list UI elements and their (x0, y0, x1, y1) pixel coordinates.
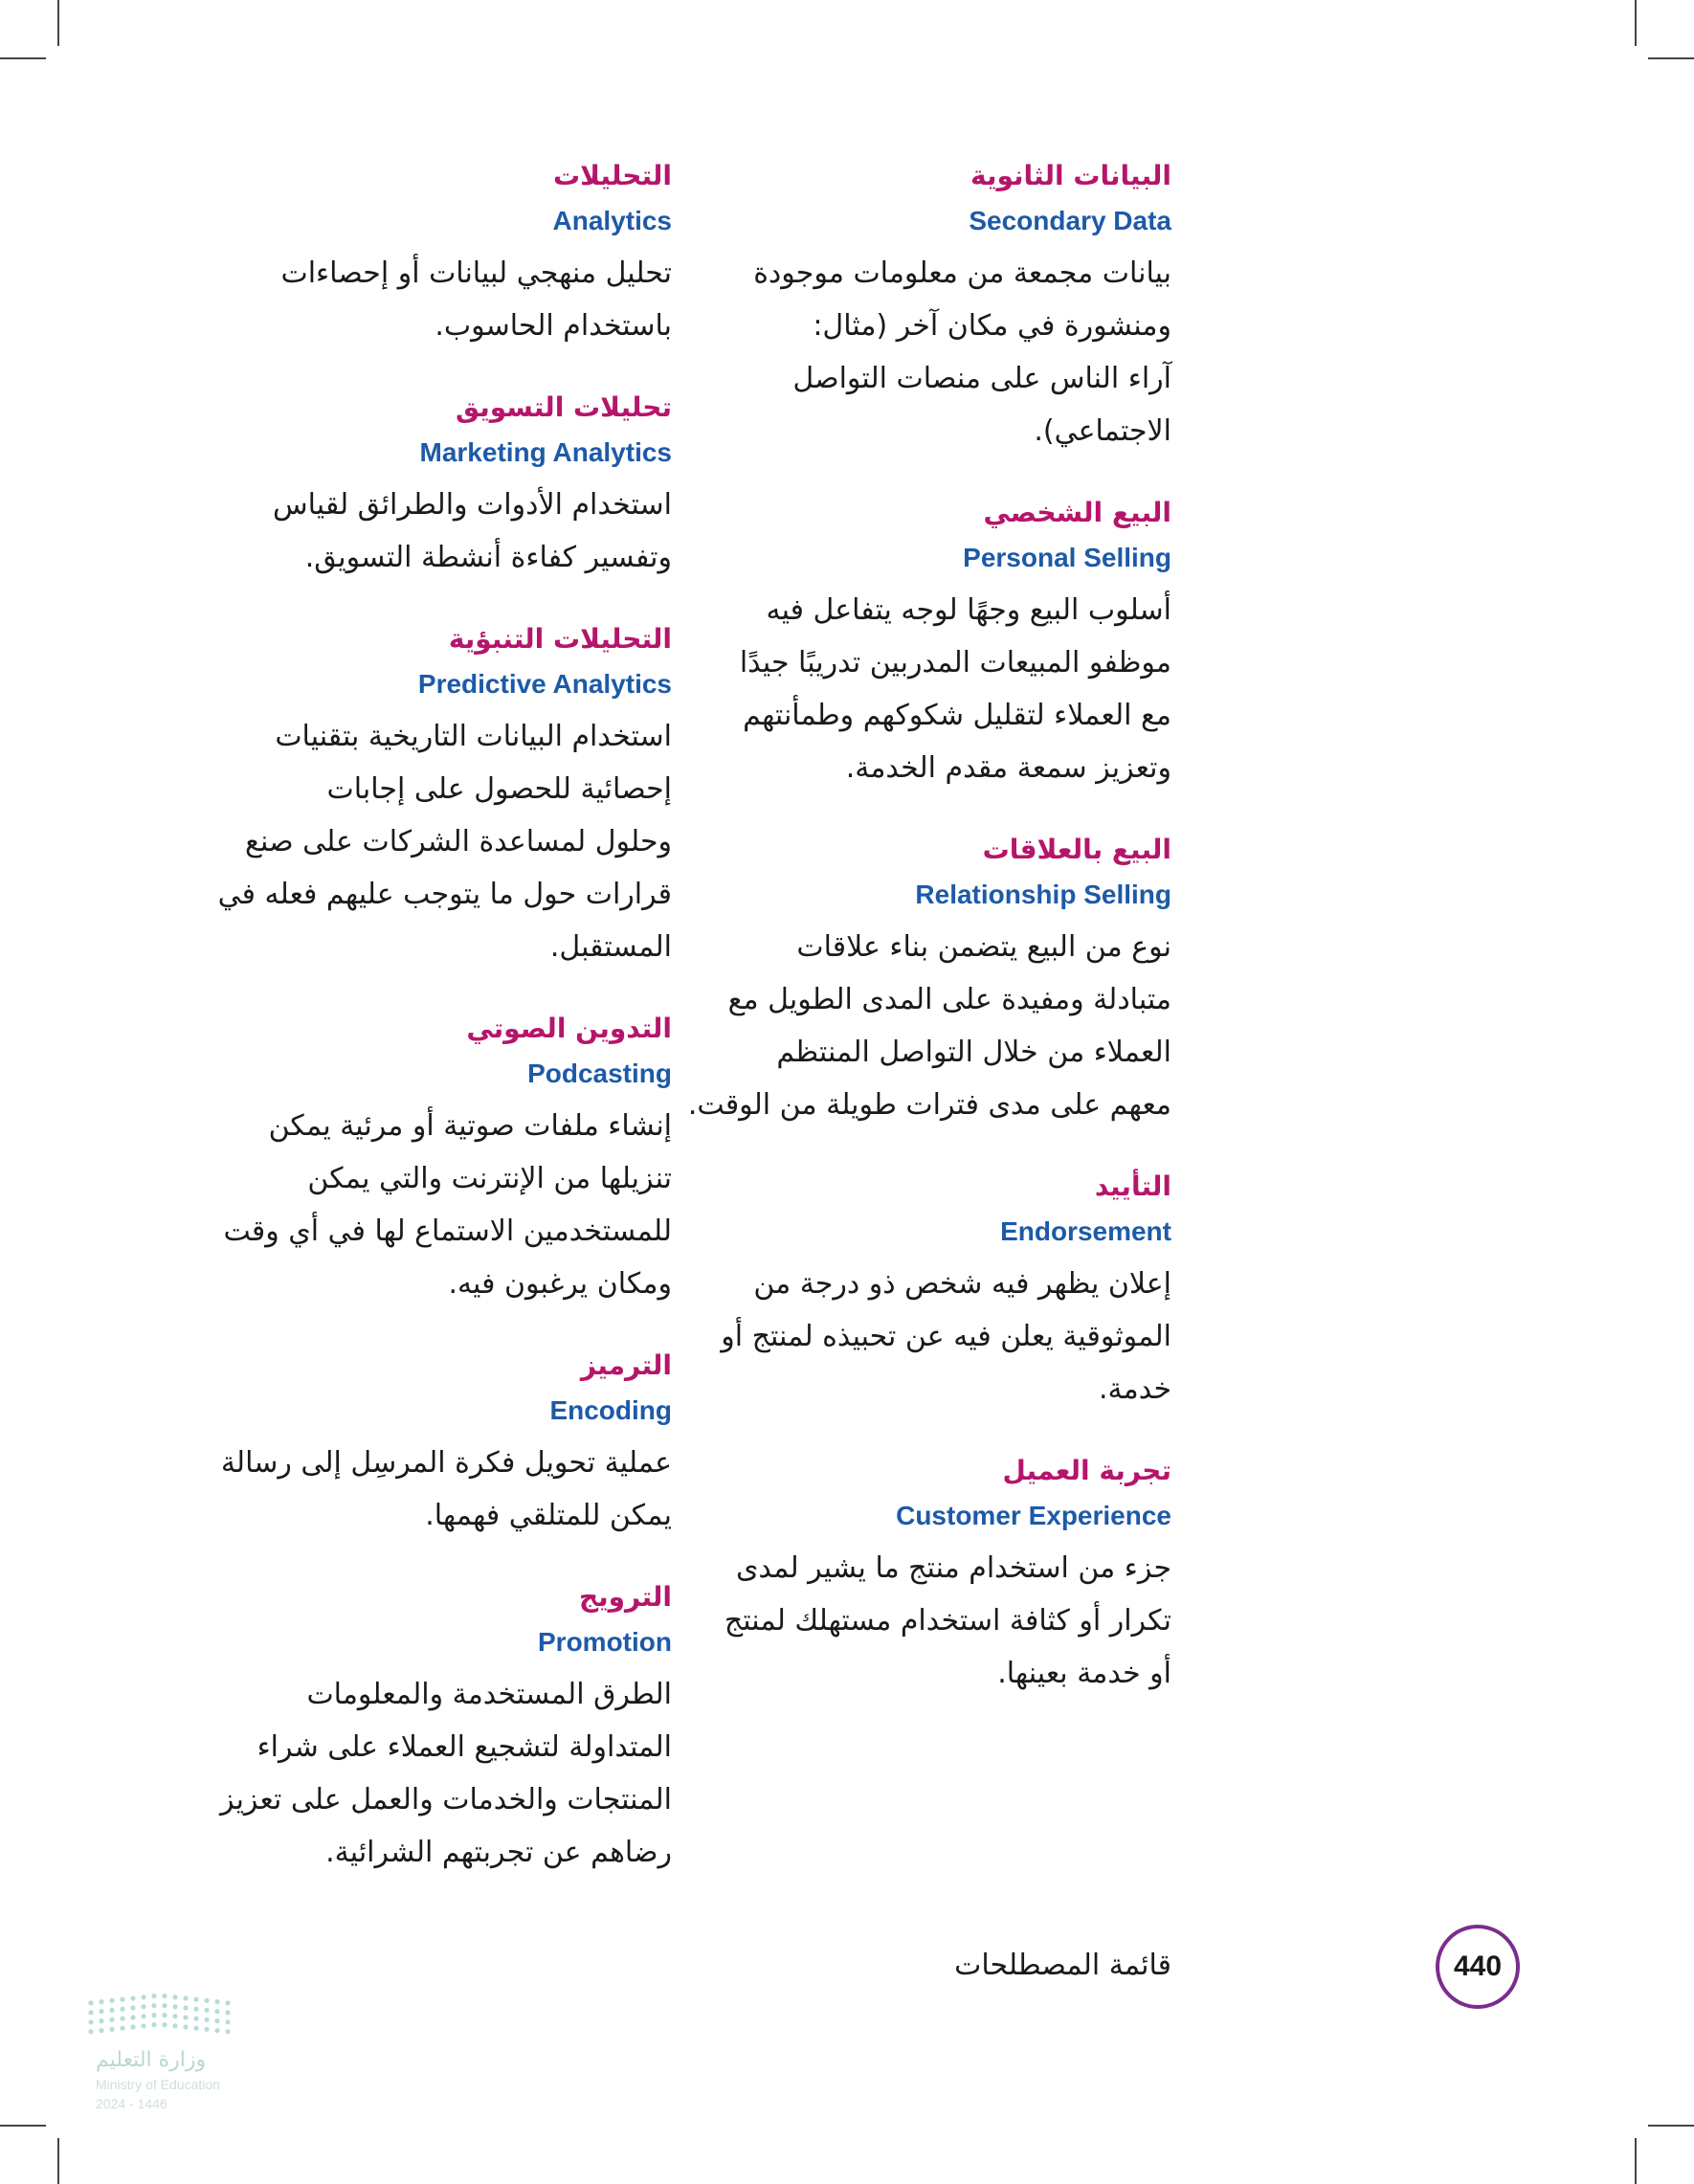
definition-line: نوع من البيع يتضمن بناء علاقات (796, 930, 1171, 964)
term-definition (155, 1668, 672, 1879)
term-arabic: البيع بالعلاقات (982, 834, 1171, 865)
term-definition (655, 584, 1171, 794)
term-arabic: الترويج (578, 1581, 672, 1613)
glossary-entry (655, 827, 1171, 1131)
definition-line: للمستخدمين الاستماع لها في أي وقت (223, 1215, 672, 1248)
definition-line: رضاهم عن تجربتهم الشرائية. (325, 1836, 672, 1869)
glossary-entry (155, 1343, 672, 1542)
definition-line: تكرار أو كثافة استخدام مستهلك لمنتج (724, 1604, 1171, 1638)
crop-mark (1635, 0, 1637, 46)
term-english: Analytics (552, 206, 672, 235)
definition-line: إعلان يظهر فيه شخص ذو درجة من (753, 1267, 1171, 1301)
crop-mark (1648, 57, 1694, 59)
glossary-entry (155, 1006, 672, 1310)
term-english: Podcasting (527, 1059, 672, 1088)
term-definition (655, 1542, 1171, 1700)
definition-line: استخدام البيانات التاريخية بتقنيات (275, 720, 672, 753)
definition-line: تحليل منهجي لبيانات أو إحصاءات (280, 256, 672, 290)
definition-line: وحلول لمساعدة الشركات على صنع (245, 825, 672, 858)
definition-line: أسلوب البيع وجهًا لوجه يتفاعل فيه (766, 593, 1171, 627)
definition-line: المنتجات والخدمات والعمل على تعزيز (220, 1783, 672, 1816)
definition-line: ومكان يرغبون فيه. (448, 1267, 672, 1301)
glossary-entry (655, 1164, 1171, 1415)
term-definition (155, 479, 672, 584)
term-definition (155, 1437, 672, 1542)
term-arabic: التأييد (1094, 1170, 1171, 1202)
term-definition (655, 247, 1171, 457)
term-definition (655, 1258, 1171, 1415)
term-english: Relationship Selling (915, 880, 1171, 909)
glossary-entry (655, 153, 1171, 457)
glossary-entry (155, 385, 672, 584)
definition-line: آراء الناس على منصات التواصل (792, 362, 1171, 395)
term-definition (155, 1100, 672, 1310)
term-english: Endorsement (1000, 1216, 1171, 1246)
definition-line: باستخدام الحاسوب. (435, 309, 672, 343)
glossary-column-left (155, 153, 672, 1911)
definition-line: خدمة. (1099, 1372, 1171, 1406)
definition-line: عملية تحويل فكرة المرسِل إلى رسالة (220, 1446, 672, 1480)
term-definition (155, 247, 672, 352)
definition-line: يمكن للمتلقي فهمها. (425, 1499, 672, 1532)
definition-line: تنزيلها من الإنترنت والتي يمكن (307, 1162, 672, 1195)
definition-line: الطرق المستخدمة والمعلومات (306, 1678, 672, 1711)
crop-mark (1635, 2138, 1637, 2184)
definition-line: قرارات حول ما يتوجب عليهم فعله في (217, 878, 672, 911)
term-arabic: البيع الشخصي (983, 497, 1171, 528)
term-definition (155, 710, 672, 973)
crop-mark (0, 2125, 46, 2127)
term-arabic: تحليلات التسويق (455, 391, 672, 423)
crop-mark (1648, 2125, 1694, 2127)
crop-mark (57, 2138, 59, 2184)
definition-line: ومنشورة في مكان آخر (مثال: (813, 309, 1171, 343)
definition-line: المتداولة لتشجيع العملاء على شراء (256, 1730, 672, 1764)
term-arabic: الترميز (580, 1349, 672, 1381)
term-english: Personal Selling (963, 543, 1171, 572)
term-arabic: تجربة العميل (1002, 1455, 1171, 1486)
logo-name-en: Ministry of Education (96, 2077, 220, 2092)
definition-line: المستقبل. (549, 930, 672, 964)
definition-line: معهم على مدى فترات طويلة من الوقت. (687, 1088, 1171, 1122)
term-definition (655, 921, 1171, 1131)
term-english: Encoding (549, 1395, 672, 1425)
term-arabic: التدوين الصوتي (466, 1013, 672, 1044)
definition-line: استخدام الأدوات والطرائق لقياس (273, 488, 672, 522)
glossary-entry (155, 616, 672, 973)
term-arabic: البيانات الثانوية (970, 160, 1171, 191)
definition-line: جزء من استخدام منتج ما يشير لمدى (735, 1551, 1171, 1585)
definition-line: العملاء من خلال التواصل المنتظم (776, 1036, 1171, 1069)
glossary-entry (655, 1448, 1171, 1700)
glossary-entry (655, 490, 1171, 794)
term-english: Promotion (538, 1627, 672, 1657)
crop-mark (57, 0, 59, 46)
definition-line: وتعزيز سمعة مقدم الخدمة. (845, 751, 1171, 785)
term-english: Customer Experience (896, 1501, 1171, 1530)
logo-name-ar: وزارة التعليم (96, 2048, 207, 2072)
term-english: Predictive Analytics (417, 669, 672, 699)
page-number: 440 (1436, 1925, 1520, 2009)
definition-line: إنشاء ملفات صوتية أو مرئية يمكن (268, 1109, 672, 1143)
term-english: Marketing Analytics (419, 437, 672, 467)
definition-line: الاجتماعي). (1034, 414, 1171, 448)
definition-line: متبادلة ومفيدة على المدى الطويل مع (727, 983, 1171, 1016)
definition-line: بيانات مجمعة من معلومات موجودة (753, 256, 1171, 290)
term-arabic: التحليلات التنبؤية (448, 623, 672, 655)
glossary-entry (155, 153, 672, 352)
section-title: قائمة المصطلحات (954, 1949, 1171, 1982)
glossary-entry (155, 1574, 672, 1879)
term-english: Secondary Data (969, 206, 1171, 235)
definition-line: إحصائية للحصول على إجابات (326, 772, 672, 806)
definition-line: موظفو المبيعات المدربين تدريبًا جيدًا (739, 646, 1171, 680)
definition-line: الموثوقية يعلن فيه عن تحبيذه لمنتج أو (721, 1320, 1171, 1353)
logo-year: 2024 - 1446 (96, 2096, 167, 2111)
term-arabic: التحليلات (553, 160, 672, 191)
definition-line: مع العملاء لتقليل شكوكهم وطمأنتهم (743, 699, 1171, 732)
glossary-column-right (655, 153, 1171, 1732)
definition-line: وتفسير كفاءة أنشطة التسويق. (304, 541, 672, 574)
crop-mark (0, 57, 46, 59)
definition-line: أو خدمة بعينها. (997, 1657, 1171, 1690)
